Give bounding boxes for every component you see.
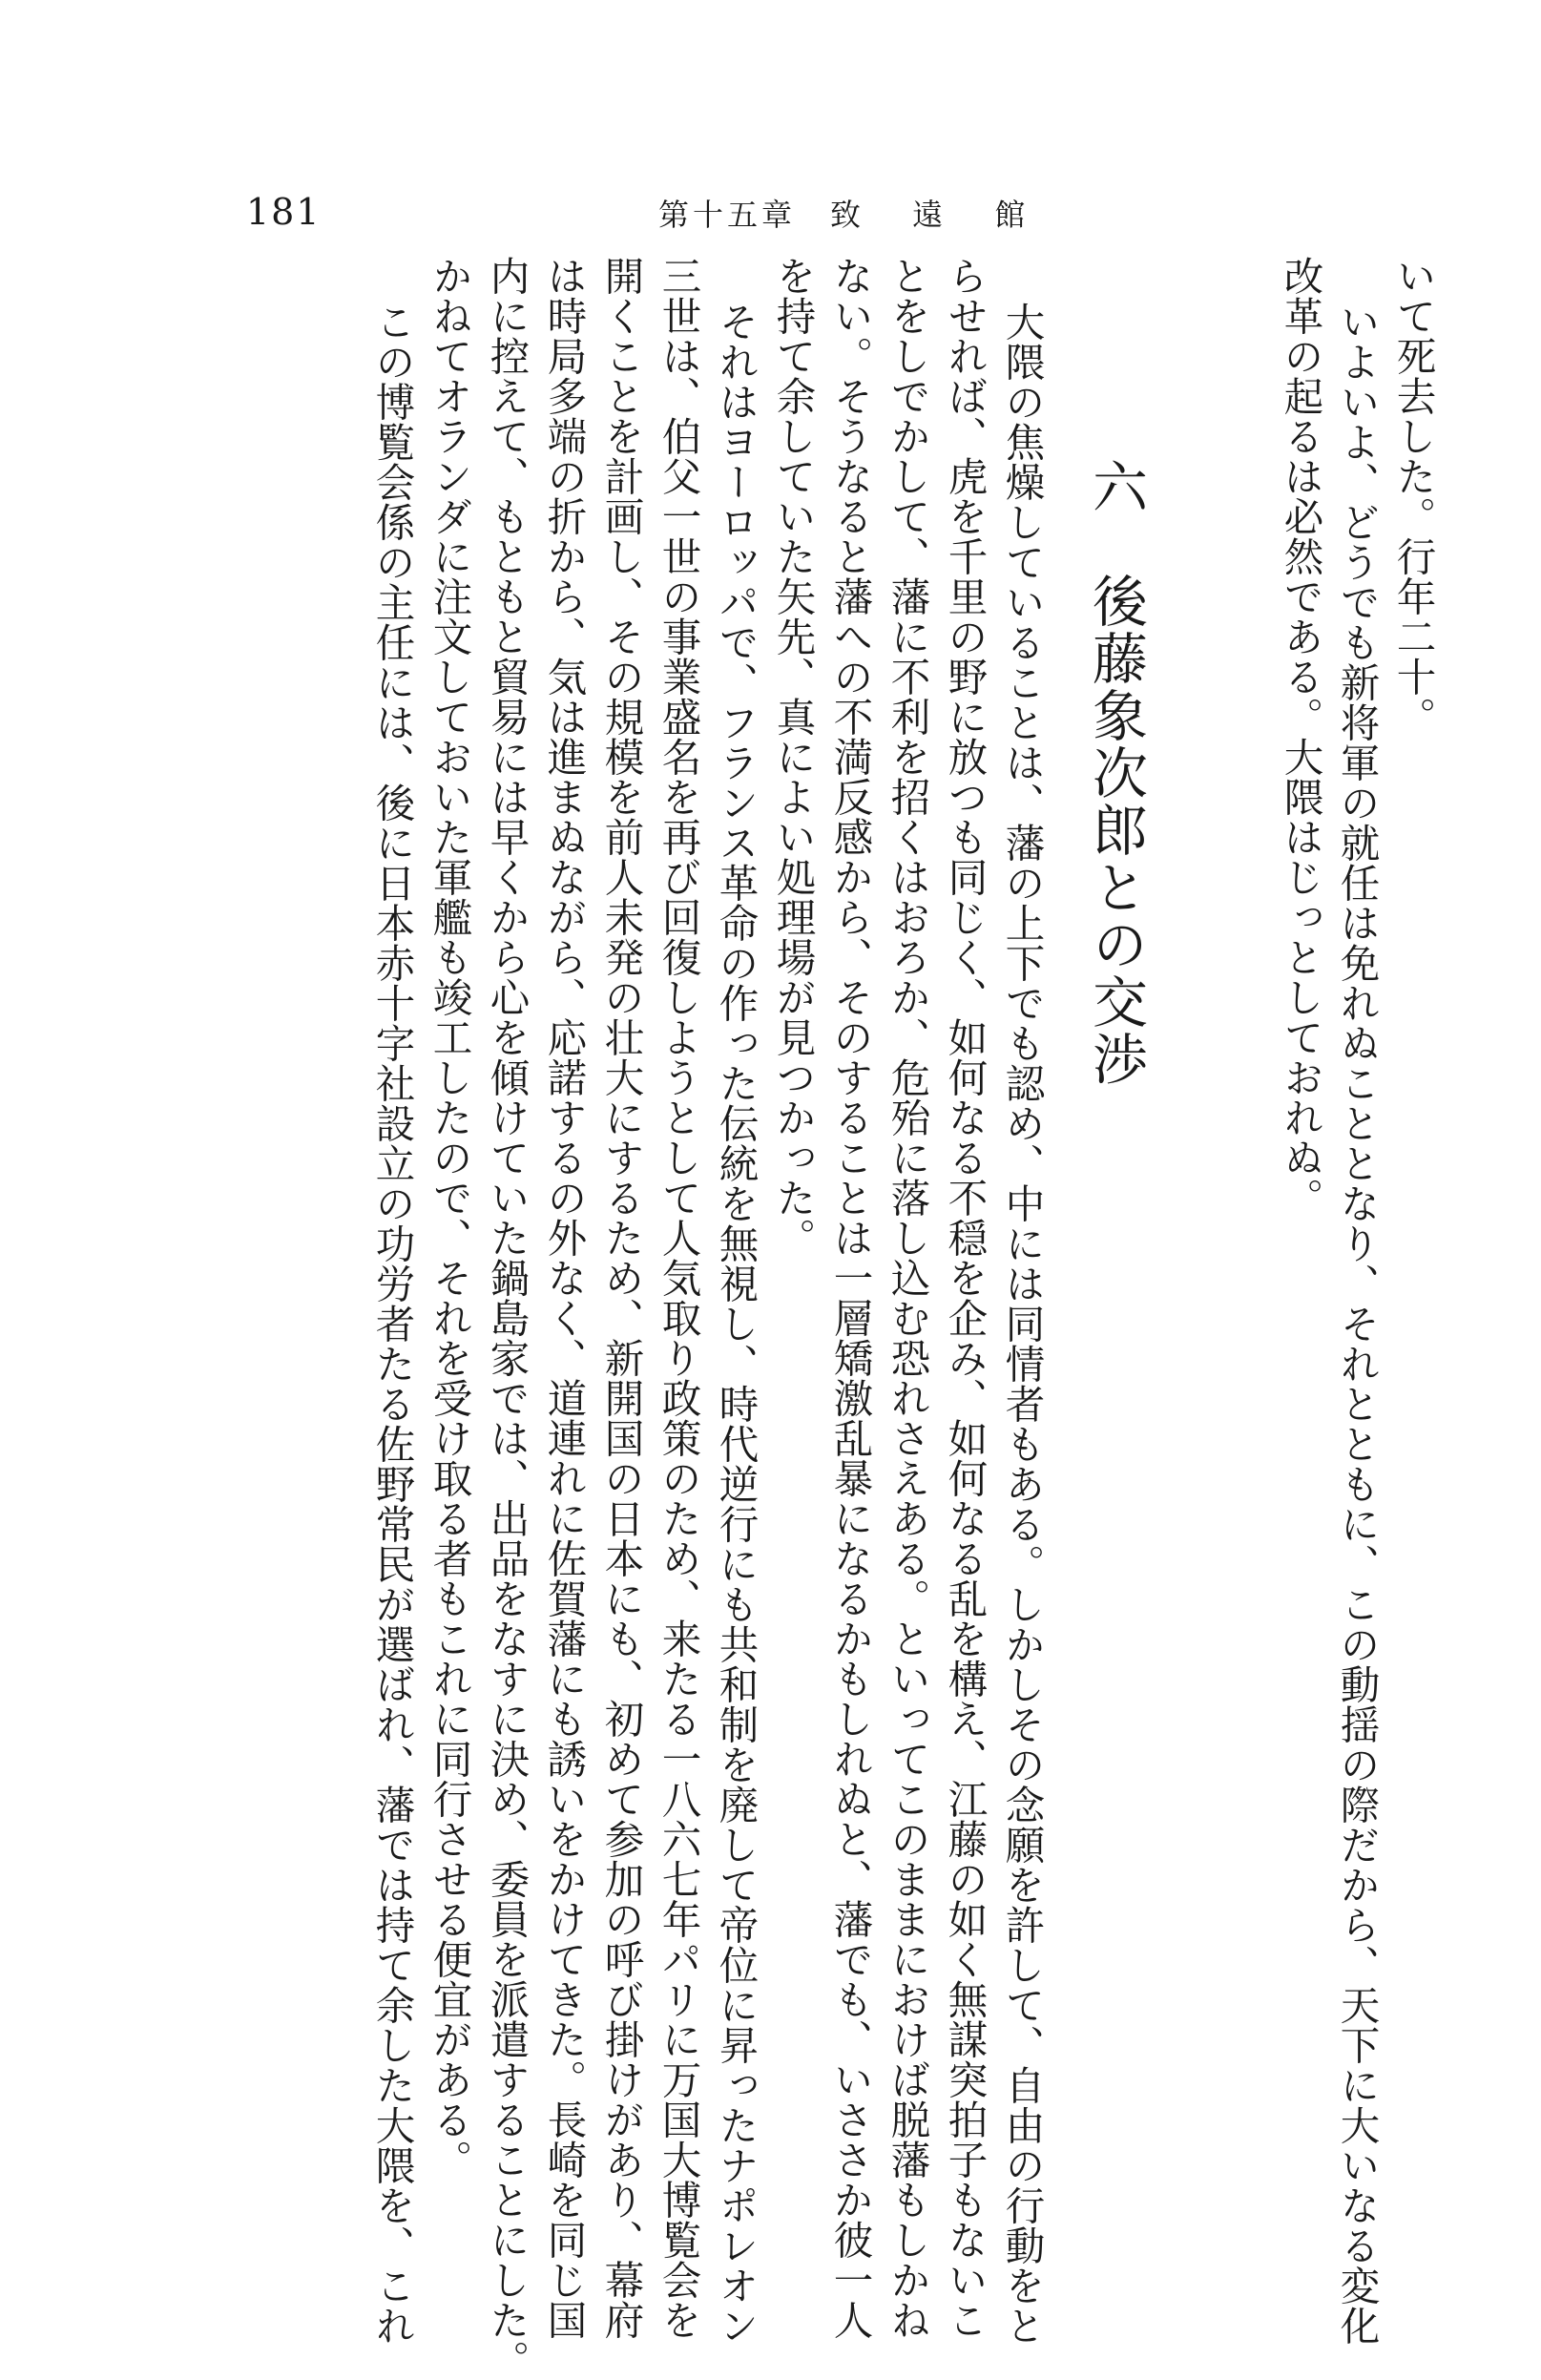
text-line: 大隈の焦燥していることは、藩の上下でも認め、中には同情者もある。しかしその念願を許して、自由の行動をと xyxy=(998,302,1046,2346)
text-line: この博覧会係の主任には、後に日本赤十字社設立の功労者たる佐野常民が選ばれ、藩では持て余した大隈を、これ xyxy=(368,302,416,2346)
text-line: 三世は、伯父一世の事業盛名を再び回復しようとして人気取り政策のため、来たる一八六七年パリに万国大博覧会を xyxy=(655,256,702,2340)
text-line: 内に控えて、もともと貿易には早くから心を傾けていた鍋島家では、出品をなすに決め、委員を派遣することにした。 xyxy=(483,256,531,2380)
text-line: らせれば、虎を千里の野に放つも同じく、如何なる不穏を企み、如何なる乱を構え、江藤の如く無謀突拍子もないこ xyxy=(941,256,989,2340)
running-head: 第十五章 致 遠 館 xyxy=(658,197,1030,233)
page-number: 181 xyxy=(246,191,322,233)
text-line: とをしでかして、藩に不利を招くはおろか、危殆に落し込む恐れさえある。といってこのままにおけば脱藩もしかね xyxy=(884,256,931,2340)
text-line: 開くことを計画し、その規模を前人未発の壮大にするため、新開国の日本にも、初めて参加の呼び掛けがあり、幕府 xyxy=(597,256,645,2340)
section-heading: 六 後藤象次郎との交渉 xyxy=(1083,458,1148,1088)
text-line: かねてオランダに注文しておいた軍艦も竣工したので、それを受け取る者もこれに同行させる便宜がある。 xyxy=(426,256,473,2180)
text-line: いよいよ、どうでも新将軍の就任は免れぬこととなり、それとともに、この動揺の際だから、天下に大いなる変化 xyxy=(1333,302,1381,2346)
text-line: を持て余していた矢先、真によい処理場が見つかった。 xyxy=(769,256,817,1258)
text-line: いて死去した。行年二十。 xyxy=(1389,256,1437,737)
text-line: は時局多端の折から、気は進まぬながら、応諾するの外なく、道連れに佐賀藩にも誘いをかけてきた。長崎を同じ国 xyxy=(540,256,588,2340)
text-line: 改革の起るは必然である。大隈はじっとしておれぬ。 xyxy=(1277,256,1324,1218)
text-line: それはヨーロッパで、フランス革命の作った伝統を無視し、時代逆行にも共和制を廃して帝位に昇ったナポレオン xyxy=(712,302,760,2346)
text-line: ない。そうなると藩への不満反感から、そのすることは一層矯激乱暴になるかもしれぬと、藩でも、いささか彼一人 xyxy=(826,256,874,2340)
